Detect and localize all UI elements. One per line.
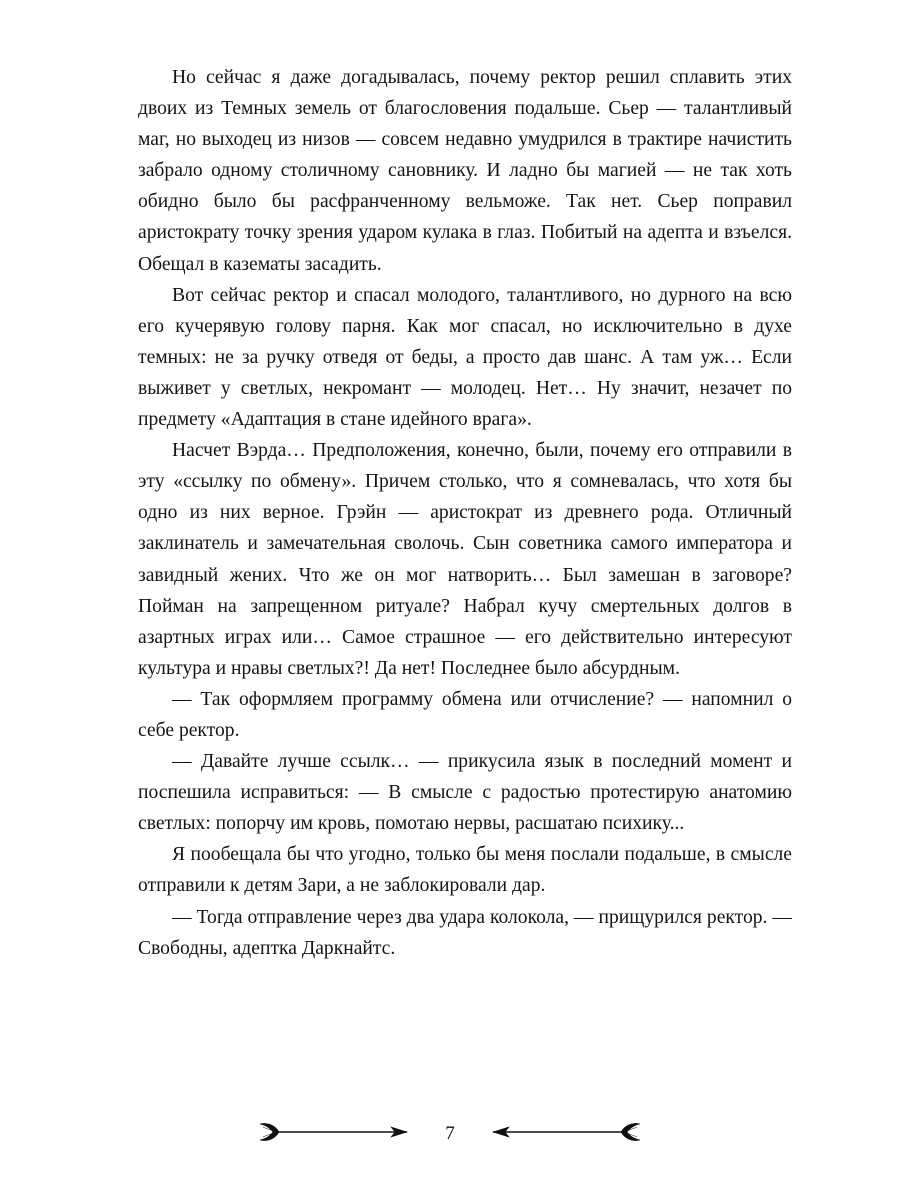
paragraph: — Давайте лучше ссылк… — прикусила язык в последний момент и поспешила исправиться: — В смысле с радостью протестирую анатомию светлых: попорчу им кровь, помотаю нервы, расшатаю психику... xyxy=(138,751,792,835)
page-body xyxy=(138,62,792,964)
feather-arrow-ornament-icon xyxy=(257,1119,427,1150)
paragraph: Вот сейчас ректор и спасал молодого, талантливого, но дурного на всю его кучерявую голову парня. Как мог спасал, но исключительно в духе темных: не за ручку отведя от беды, а просто дав шанс. А там уж… Если выживет у светлых, некромант — молодец. Нет… Ну значит, незачет по предмету «Адаптация в стане идейного врага». xyxy=(138,284,792,431)
paragraph: — Тогда отправление через два удара колокола, — прищурился ректор. — Свободны, адептка Даркнайтс. xyxy=(138,906,792,959)
paragraph: Но сейчас я даже догадывалась, почему ректор решил сплавить этих двоих из Темных земель от благословения подальше. Сьер — талантливый маг, но выходец из низов — совсем недавно умудрился в трактире начистить забрало одному столичному сановнику. И ладно бы магией — не так хоть обидно было бы расфранченному вельможе. Так нет. Сьер поправил аристократу точку зрения ударом кулака в глаз. Побитый на адепта и взъелся. Обещал в казематы засадить. xyxy=(138,67,792,275)
paragraph: — Так оформляем программу обмена или отчисление? — напомнил о себе ректор. xyxy=(138,688,792,741)
feather-arrow-ornament-icon xyxy=(473,1119,643,1150)
page-footer xyxy=(0,1114,900,1154)
paragraph: Насчет Вэрда… Предположения, конечно, были, почему его отправили в эту «ссылку по обмену». Причем столько, что я сомневалась, что хотя бы одно из них верное. Грэйн — аристократ из древнего рода. Отличный заклинатель и замечательная сволочь. Сын советника самого императора и завидный жених. Что же он мог натворить… Был замешан в заговоре? Пойман на запрещенном ритуале? Набрал кучу смертельных долгов в азартных играх или… Самое страшное — его действительно интересуют культура и нравы светлых?! Да нет! Последнее было абсурдным. xyxy=(138,440,792,679)
paragraph: Я пообещала бы что угодно, только бы меня послали подальше, в смысле отправили к детям Зари, а не заблокировали дар. xyxy=(138,844,792,897)
page-number: 7 xyxy=(445,1123,455,1144)
